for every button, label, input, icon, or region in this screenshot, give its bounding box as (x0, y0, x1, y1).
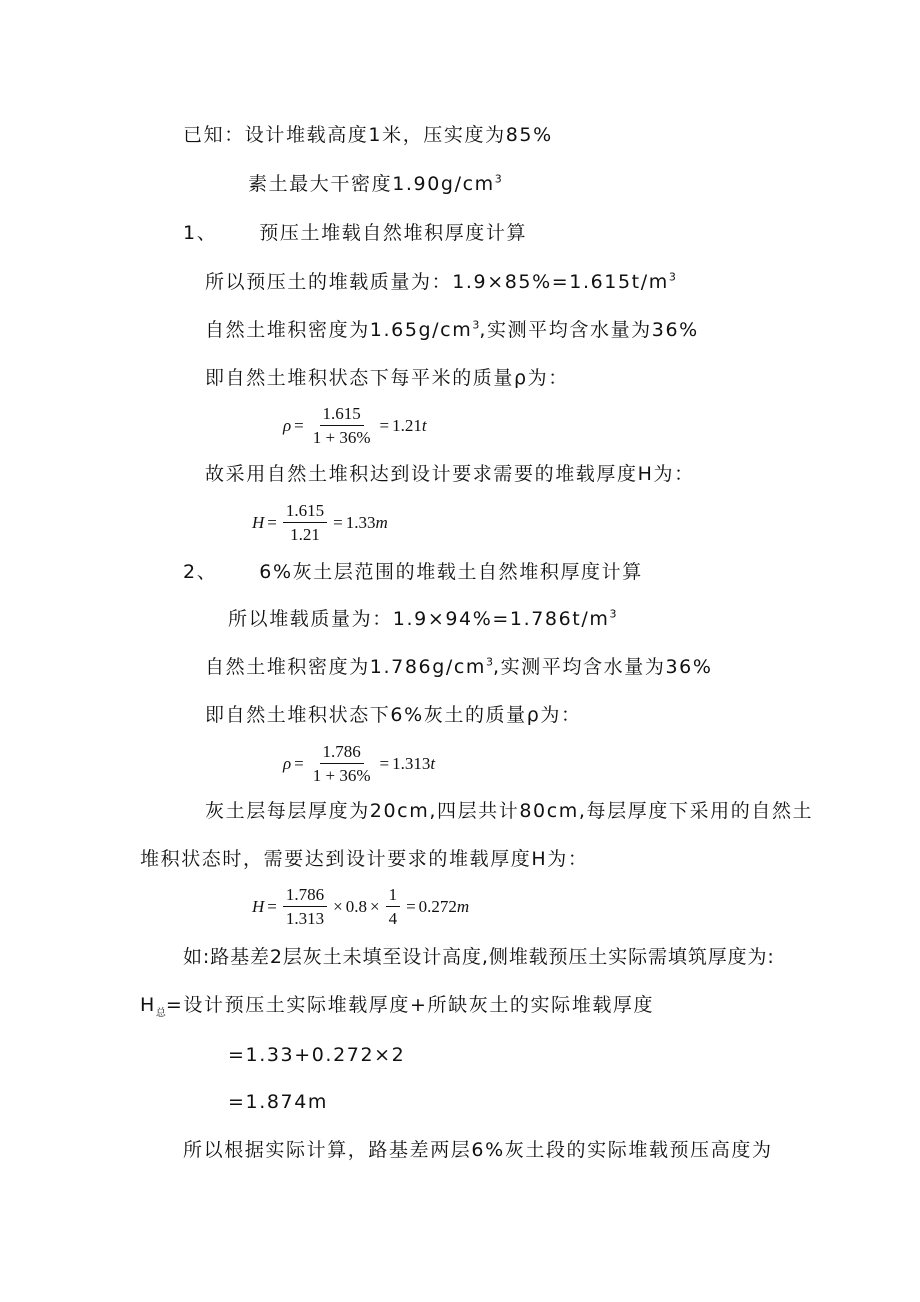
eq4-unit: m (456, 896, 470, 916)
s2-layer-paragraph-line2 (140, 850, 589, 869)
calc-2-text: =1.874m (228, 1091, 329, 1113)
equation-rho-1 (283, 404, 427, 447)
s2-layer-text-2: 堆积状态时，需要达到设计要求的堆载厚度H为： (140, 848, 589, 870)
equation-rho-2 (283, 742, 435, 785)
calculation-line-2 (228, 1093, 328, 1112)
h-total-symbol: H (140, 994, 156, 1016)
section-2-heading (183, 563, 643, 582)
eq4-numerator-2: 1 (386, 885, 401, 907)
equation-h-1 (252, 501, 388, 544)
s1-rho-intro-text: 即自然土堆积状态下每平米的质量ρ为： (205, 367, 569, 389)
eq2-fraction (283, 501, 327, 544)
eq4-equals: = (267, 896, 277, 916)
eq3-lhs: ρ (283, 753, 292, 773)
eq1-fraction (310, 404, 374, 447)
eq4-lhs: H (252, 896, 265, 916)
conclusion-text: 所以根据实际计算，路基差两层6%灰土段的实际堆载预压高度为 (183, 1139, 773, 1161)
s1-density-sup: 3 (472, 318, 480, 332)
section-1-number: 1、 (183, 222, 218, 244)
s2-layer-paragraph-line1 (205, 802, 813, 821)
s2-moisture-text: ,实测平均含水量为36% (493, 656, 713, 678)
eq4-fraction (283, 885, 327, 928)
eq4-numerator: 1.786 (283, 885, 327, 907)
section-2-number: 2、 (183, 561, 218, 583)
eq2-numerator: 1.615 (283, 501, 327, 523)
s1-h-intro-text: 故采用自然土堆积达到设计要求需要的堆载厚度H为： (205, 463, 695, 485)
eq3-fraction (310, 742, 374, 785)
eq2-equals-2: = (333, 512, 343, 532)
s1-density-text: 自然土堆积密度为1.65g/cm (205, 319, 473, 341)
eq1-lhs: ρ (283, 415, 292, 435)
calculation-line-1 (228, 1046, 405, 1065)
s2-rho-intro (205, 706, 582, 725)
s2-mass-sup: 3 (609, 607, 617, 621)
eq1-numerator: 1.615 (320, 404, 364, 426)
s2-density-text: 自然土堆积密度为1.786g/cm (205, 656, 487, 678)
equation-h-2 (252, 885, 469, 928)
s1-mass-text: 所以预压土的堆载质量为：1.9×85%=1.615t/m (205, 271, 669, 293)
s1-mass-line (205, 270, 676, 293)
eq4-equals-2: = (406, 896, 416, 916)
eq4-times-1: × (333, 896, 343, 916)
eq2-equals: = (267, 512, 277, 532)
eq2-denominator: 1.21 (290, 524, 320, 544)
h-total-definition: =设计预压土实际堆载厚度+所缺灰土的实际堆载厚度 (165, 994, 655, 1016)
eq4-denominator: 1.313 (285, 908, 325, 928)
s2-layer-text-1: 灰土层每层厚度为20cm,四层共计80cm,每层厚度下采用的自然土 (205, 800, 814, 822)
conclusion-line (183, 1141, 773, 1160)
example-line (183, 948, 775, 967)
eq3-equals-2: = (379, 753, 390, 773)
eq4-result: 0.272 (418, 896, 457, 916)
eq1-equals: = (294, 415, 304, 435)
section-2-title: 6%灰土层范围的堆载土自然堆积厚度计算 (259, 561, 643, 583)
s2-density-sup: 3 (486, 655, 494, 669)
eq4-times-2: × (369, 896, 380, 916)
eq3-result: 1.313 (392, 753, 431, 773)
eq1-unit: t (421, 415, 427, 435)
max-density-text: 素土最大干密度1.90g/cm (248, 173, 495, 195)
calc-1-text: =1.33+0.272×2 (228, 1044, 406, 1066)
section-1-title: 预压土堆载自然堆积厚度计算 (259, 222, 528, 244)
s1-mass-sup: 3 (668, 270, 676, 284)
eq2-unit: m (375, 512, 388, 532)
s2-rho-intro-text: 即自然土堆积状态下6%灰土的质量ρ为： (205, 704, 582, 726)
s2-density-line (205, 655, 713, 678)
h-total-subscript: 总 (155, 1007, 166, 1019)
s1-h-intro (205, 465, 695, 484)
s2-mass-line (228, 607, 617, 630)
known-conditions-line (183, 126, 553, 145)
eq3-unit: t (430, 753, 436, 773)
max-dry-density-line (248, 172, 502, 195)
known-text: 已知：设计堆载高度1米，压实度为85% (183, 124, 553, 146)
h-total-line (140, 994, 655, 1019)
s2-mass-text: 所以堆载质量为：1.9×94%=1.786t/m (228, 608, 610, 630)
eq3-equals: = (294, 753, 304, 773)
eq1-denominator: 1 + 36% (312, 427, 371, 447)
eq3-numerator: 1.786 (320, 742, 364, 764)
eq1-equals-2: = (379, 415, 390, 435)
s1-moisture-text: ,实测平均含水量为36% (479, 319, 699, 341)
section-1-heading (183, 224, 527, 243)
eq3-denominator: 1 + 36% (312, 765, 371, 785)
eq4-factor: 0.8 (345, 896, 367, 916)
max-density-sup: 3 (494, 172, 502, 186)
s1-rho-intro (205, 369, 569, 388)
s1-density-line (205, 318, 699, 341)
eq2-lhs: H (252, 512, 265, 532)
eq4-fraction-2 (386, 885, 401, 928)
eq4-denominator-2: 4 (388, 908, 398, 928)
example-text: 如:路基差2层灰土未填至设计高度,侧堆载预压土实际需填筑厚度为: (183, 946, 775, 968)
eq1-result: 1.21 (392, 415, 422, 435)
eq2-result: 1.33 (345, 512, 376, 532)
